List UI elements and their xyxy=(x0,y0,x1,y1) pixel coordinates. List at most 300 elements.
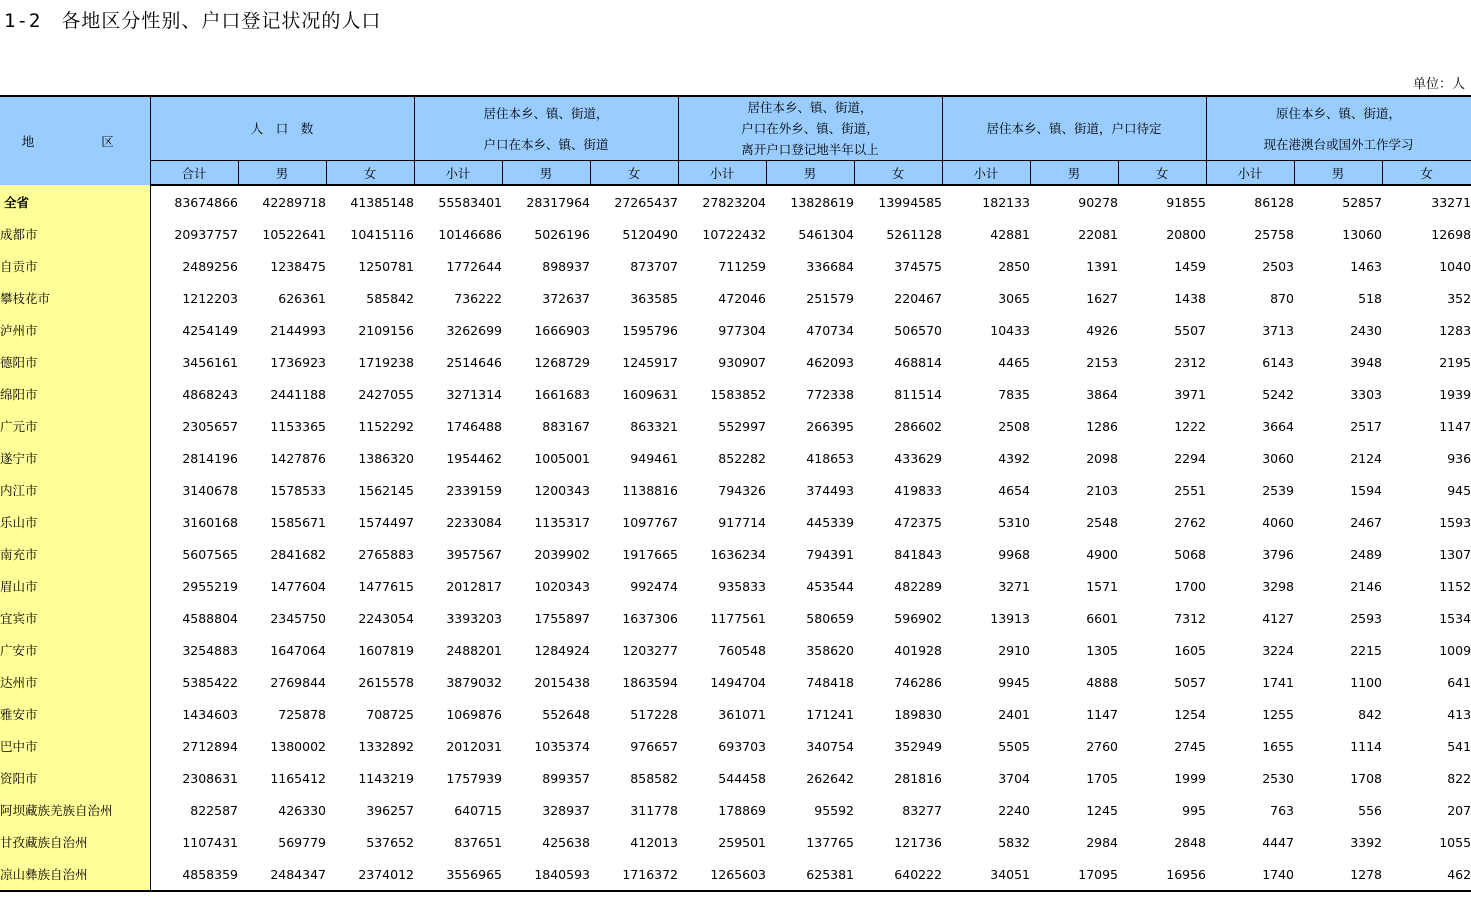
value-cell: 1286 xyxy=(1086,418,1119,434)
value-cell: 1595796 xyxy=(622,322,679,338)
value-cell: 4392 xyxy=(998,450,1031,466)
value-cell: 1055 xyxy=(1439,834,1471,850)
value-cell: 4858359 xyxy=(150,858,238,891)
table-row xyxy=(0,185,1471,218)
header-group-undetermined: 居住本乡、镇、街道，户口待定 xyxy=(942,96,1206,161)
value-cell: 1954462 xyxy=(446,450,502,466)
value-cell: 4127 xyxy=(1262,610,1295,626)
value-cell: 462093 xyxy=(806,354,855,370)
value-cell: 2593 xyxy=(1350,610,1383,626)
table-row xyxy=(0,282,1471,314)
value-cell: 1035374 xyxy=(534,738,590,754)
header-group-away-registered: 居住本乡、镇、街道， 户口在外乡、镇、街道， 离开户口登记地半年以上 xyxy=(678,96,942,161)
value-cell: 2039902 xyxy=(534,546,590,562)
value-cell: 5385422 xyxy=(182,674,238,690)
unit-label: 单位：人 xyxy=(1412,77,1465,92)
value-cell: 20937757 xyxy=(174,226,238,242)
value-cell: 1040 xyxy=(1439,258,1471,274)
value-cell: 794326 xyxy=(718,482,767,498)
value-cell: 841843 xyxy=(894,546,943,562)
value-cell: 992474 xyxy=(630,578,679,594)
value-cell: 4447 xyxy=(1262,834,1295,850)
value-cell: 5026196 xyxy=(534,226,590,242)
value-cell: 2124 xyxy=(1350,450,1383,466)
region-cell: 绵阳市 xyxy=(0,378,150,410)
value-cell: 2984 xyxy=(1086,834,1119,850)
table-row xyxy=(0,570,1471,602)
value-cell: 873707 xyxy=(630,258,679,274)
value-cell: 340754 xyxy=(806,738,855,754)
value-cell: 1740 xyxy=(1206,858,1294,891)
table-body xyxy=(0,185,1471,891)
value-cell: 2103 xyxy=(1086,482,1119,498)
value-cell: 91855 xyxy=(1166,194,1207,210)
value-cell: 1255 xyxy=(1262,706,1295,722)
value-cell: 2146 xyxy=(1350,578,1383,594)
value-cell: 3879032 xyxy=(446,674,502,690)
value-cell: 4588804 xyxy=(182,610,238,626)
value-cell: 3971 xyxy=(1174,386,1207,402)
value-cell: 3224 xyxy=(1262,642,1295,658)
value-cell: 10146686 xyxy=(438,226,502,242)
value-cell: 2489256 xyxy=(182,258,238,274)
value-cell: 2339159 xyxy=(446,482,502,498)
value-cell: 2012817 xyxy=(446,578,502,594)
value-cell: 5607565 xyxy=(182,546,238,562)
region-cell: 甘孜藏族自治州 xyxy=(0,826,150,858)
value-cell: 22081 xyxy=(1078,226,1119,242)
table-row xyxy=(0,698,1471,730)
value-cell: 1463 xyxy=(1350,258,1383,274)
value-cell: 1605 xyxy=(1174,642,1207,658)
value-cell: 537652 xyxy=(366,834,414,850)
region-cell: 攀枝花市 xyxy=(0,282,150,314)
header-sub-cell: 女 xyxy=(326,161,414,186)
value-cell: 5261128 xyxy=(886,226,943,242)
value-cell: 2484347 xyxy=(238,858,326,891)
value-cell: 794391 xyxy=(806,546,855,562)
value-cell: 2850 xyxy=(998,258,1031,274)
value-cell: 641 xyxy=(1447,674,1471,690)
value-cell: 763 xyxy=(1270,802,1295,818)
value-cell: 311778 xyxy=(630,802,679,818)
value-cell: 220467 xyxy=(894,290,943,306)
value-cell: 1736923 xyxy=(270,354,326,370)
value-cell: 2841682 xyxy=(270,546,326,562)
value-cell: 2345750 xyxy=(270,610,326,626)
table-row xyxy=(0,442,1471,474)
value-cell: 336684 xyxy=(806,258,855,274)
region-cell: 雅安市 xyxy=(0,698,150,730)
table-row xyxy=(0,634,1471,666)
value-cell: 1636234 xyxy=(710,546,767,562)
value-cell: 10433 xyxy=(990,322,1031,338)
value-cell: 2503 xyxy=(1262,258,1295,274)
value-cell: 207 xyxy=(1447,802,1471,818)
value-cell: 1719238 xyxy=(358,354,414,370)
value-cell: 2814196 xyxy=(182,450,238,466)
region-cell: 广元市 xyxy=(0,410,150,442)
value-cell: 3271 xyxy=(998,578,1031,594)
value-cell: 2294 xyxy=(1174,450,1207,466)
value-cell: 182133 xyxy=(982,194,1031,210)
table-row xyxy=(0,346,1471,378)
table-row xyxy=(0,730,1471,762)
value-cell: 1594 xyxy=(1350,482,1383,498)
value-cell: 585842 xyxy=(366,290,414,306)
value-cell: 358620 xyxy=(806,642,855,658)
header-sub-cell: 男 xyxy=(766,161,854,186)
value-cell: 4926 xyxy=(1086,322,1119,338)
value-cell: 2551 xyxy=(1174,482,1207,498)
value-cell: 462 xyxy=(1382,858,1471,891)
value-cell: 2441188 xyxy=(270,386,326,402)
value-cell: 3957567 xyxy=(446,546,502,562)
value-cell: 3393203 xyxy=(446,610,502,626)
value-cell: 1708 xyxy=(1350,770,1383,786)
value-cell: 1746488 xyxy=(446,418,502,434)
value-cell: 544458 xyxy=(718,770,767,786)
value-cell: 412013 xyxy=(630,834,679,850)
value-cell: 1100 xyxy=(1350,674,1383,690)
value-cell: 1917665 xyxy=(622,546,679,562)
value-cell: 1637306 xyxy=(622,610,679,626)
table-row xyxy=(0,602,1471,634)
value-cell: 1434603 xyxy=(182,706,238,722)
value-cell: 2215 xyxy=(1350,642,1383,658)
value-cell: 2745 xyxy=(1174,738,1207,754)
value-cell: 1583852 xyxy=(710,386,767,402)
value-cell: 1578533 xyxy=(270,482,326,498)
value-cell: 693703 xyxy=(718,738,767,754)
value-cell: 7312 xyxy=(1174,610,1207,626)
value-cell: 6143 xyxy=(1262,354,1295,370)
header-group-local-registered: 居住本乡、镇、街道， 户口在本乡、镇、街道 xyxy=(414,96,678,161)
value-cell: 3704 xyxy=(998,770,1031,786)
value-cell: 1332892 xyxy=(358,738,414,754)
value-cell: 4868243 xyxy=(182,386,238,402)
region-cell: 眉山市 xyxy=(0,570,150,602)
value-cell: 3556965 xyxy=(414,858,502,891)
header-sub-cell: 女 xyxy=(854,161,942,186)
value-cell: 4254149 xyxy=(182,322,238,338)
value-cell: 625381 xyxy=(766,858,854,891)
value-cell: 1245 xyxy=(1086,802,1119,818)
value-cell: 28317964 xyxy=(526,194,590,210)
table-row xyxy=(0,794,1471,826)
header-sub-cell: 男 xyxy=(1030,161,1118,186)
page-title: 1-2 各地区分性别、户口登记状况的人口 xyxy=(4,10,382,32)
value-cell: 1571 xyxy=(1086,578,1119,594)
region-cell: 巴中市 xyxy=(0,730,150,762)
value-cell: 27265437 xyxy=(614,194,679,210)
value-cell: 1863594 xyxy=(622,674,679,690)
value-cell: 10522641 xyxy=(262,226,326,242)
value-cell: 596902 xyxy=(894,610,943,626)
value-cell: 86128 xyxy=(1254,194,1295,210)
table-row xyxy=(0,378,1471,410)
value-cell: 977304 xyxy=(718,322,767,338)
value-cell: 7835 xyxy=(998,386,1031,402)
region-cell: 遂宁市 xyxy=(0,442,150,474)
value-cell: 4654 xyxy=(998,482,1031,498)
value-cell: 1254 xyxy=(1174,706,1207,722)
value-cell: 1203277 xyxy=(622,642,679,658)
value-cell: 2910 xyxy=(998,642,1031,658)
value-cell: 1250781 xyxy=(358,258,414,274)
value-cell: 1147 xyxy=(1439,418,1471,434)
value-cell: 2508 xyxy=(998,418,1031,434)
table-row xyxy=(0,666,1471,698)
value-cell: 2430 xyxy=(1350,322,1383,338)
value-cell: 352 xyxy=(1447,290,1471,306)
value-cell: 2308631 xyxy=(182,770,238,786)
header-row-sub xyxy=(0,161,1471,186)
value-cell: 413 xyxy=(1447,706,1471,722)
region-cell: 内江市 xyxy=(0,474,150,506)
value-cell: 1152 xyxy=(1439,578,1471,594)
value-cell: 1534 xyxy=(1439,610,1471,626)
table-row xyxy=(0,474,1471,506)
value-cell: 12698 xyxy=(1431,226,1471,242)
value-cell: 20800 xyxy=(1166,226,1207,242)
value-cell: 506570 xyxy=(894,322,943,338)
header-sub-cell: 男 xyxy=(238,161,326,186)
value-cell: 760548 xyxy=(718,642,767,658)
value-cell: 1741 xyxy=(1262,674,1295,690)
value-cell: 328937 xyxy=(542,802,590,818)
value-cell: 1212203 xyxy=(182,290,238,306)
value-cell: 995 xyxy=(1182,802,1207,818)
value-cell: 748418 xyxy=(806,674,855,690)
value-cell: 1386320 xyxy=(358,450,414,466)
table-row xyxy=(0,538,1471,570)
value-cell: 569779 xyxy=(278,834,326,850)
value-cell: 13060 xyxy=(1342,226,1383,242)
header-sub-cell: 合计 xyxy=(150,161,238,186)
region-cell: 凉山彝族自治州 xyxy=(0,858,150,891)
value-cell: 2243054 xyxy=(358,610,414,626)
value-cell: 178869 xyxy=(718,802,767,818)
value-cell: 251579 xyxy=(806,290,855,306)
region-cell: 乐山市 xyxy=(0,506,150,538)
value-cell: 1585671 xyxy=(270,514,326,530)
value-cell: 1283 xyxy=(1439,322,1471,338)
table-row xyxy=(0,858,1471,891)
value-cell: 822587 xyxy=(190,802,238,818)
value-cell: 2240 xyxy=(998,802,1031,818)
value-cell: 772338 xyxy=(806,386,855,402)
value-cell: 2098 xyxy=(1086,450,1119,466)
value-cell: 949461 xyxy=(630,450,679,466)
value-cell: 3456161 xyxy=(182,354,238,370)
value-cell: 4060 xyxy=(1262,514,1295,530)
value-cell: 281816 xyxy=(894,770,943,786)
table-row xyxy=(0,410,1471,442)
header-sub-cell: 小计 xyxy=(414,161,502,186)
population-table xyxy=(0,95,1471,892)
value-cell: 518 xyxy=(1358,290,1383,306)
value-cell: 5057 xyxy=(1174,674,1207,690)
header-sub-cell: 小计 xyxy=(678,161,766,186)
value-cell: 3254883 xyxy=(182,642,238,658)
value-cell: 1147 xyxy=(1086,706,1119,722)
value-cell: 711259 xyxy=(718,258,767,274)
value-cell: 1200343 xyxy=(534,482,590,498)
value-cell: 917714 xyxy=(718,514,767,530)
value-cell: 1143219 xyxy=(358,770,414,786)
value-cell: 5505 xyxy=(998,738,1031,754)
value-cell: 1114 xyxy=(1350,738,1383,754)
value-cell: 3392 xyxy=(1350,834,1383,850)
value-cell: 17095 xyxy=(1030,858,1118,891)
value-cell: 2530 xyxy=(1262,770,1295,786)
value-cell: 453544 xyxy=(806,578,855,594)
value-cell: 3864 xyxy=(1086,386,1119,402)
value-cell: 1069876 xyxy=(446,706,502,722)
value-cell: 189830 xyxy=(894,706,943,722)
value-cell: 401928 xyxy=(894,642,943,658)
value-cell: 1153365 xyxy=(270,418,326,434)
value-cell: 1477604 xyxy=(270,578,326,594)
value-cell: 898937 xyxy=(542,258,590,274)
value-cell: 1700 xyxy=(1174,578,1207,594)
value-cell: 1138816 xyxy=(622,482,679,498)
value-cell: 425638 xyxy=(542,834,590,850)
value-cell: 1284924 xyxy=(534,642,590,658)
value-cell: 1307 xyxy=(1439,546,1471,562)
value-cell: 1647064 xyxy=(270,642,326,658)
value-cell: 1840593 xyxy=(502,858,590,891)
region-cell: 资阳市 xyxy=(0,762,150,794)
region-cell: 德阳市 xyxy=(0,346,150,378)
value-cell: 852282 xyxy=(718,450,767,466)
value-cell: 1268729 xyxy=(534,354,590,370)
value-cell: 3303 xyxy=(1350,386,1383,402)
value-cell: 1609631 xyxy=(622,386,679,402)
value-cell: 3140678 xyxy=(182,482,238,498)
value-cell: 42881 xyxy=(990,226,1031,242)
value-cell: 4888 xyxy=(1086,674,1119,690)
table-row xyxy=(0,506,1471,538)
value-cell: 5310 xyxy=(998,514,1031,530)
value-cell: 6601 xyxy=(1086,610,1119,626)
value-cell: 3298 xyxy=(1262,578,1295,594)
value-cell: 372637 xyxy=(542,290,590,306)
value-cell: 426330 xyxy=(278,802,326,818)
value-cell: 1107431 xyxy=(182,834,238,850)
value-cell: 1716372 xyxy=(590,858,678,891)
value-cell: 34051 xyxy=(942,858,1030,891)
value-cell: 396257 xyxy=(366,802,414,818)
value-cell: 3262699 xyxy=(446,322,502,338)
header-sub-cell: 小计 xyxy=(942,161,1030,186)
value-cell: 640715 xyxy=(454,802,502,818)
value-cell: 1593 xyxy=(1439,514,1471,530)
value-cell: 1999 xyxy=(1174,770,1207,786)
value-cell: 361071 xyxy=(718,706,767,722)
value-cell: 1009 xyxy=(1439,642,1471,658)
value-cell: 626361 xyxy=(278,290,326,306)
header-sub-cell: 女 xyxy=(1118,161,1206,186)
value-cell: 42289718 xyxy=(262,194,326,210)
value-cell: 10415116 xyxy=(350,226,414,242)
value-cell: 472375 xyxy=(894,514,943,530)
value-cell: 1459 xyxy=(1174,258,1207,274)
table-row xyxy=(0,826,1471,858)
value-cell: 10722432 xyxy=(702,226,767,242)
value-cell: 936 xyxy=(1447,450,1471,466)
value-cell: 445339 xyxy=(806,514,855,530)
value-cell: 95592 xyxy=(814,802,855,818)
value-cell: 708725 xyxy=(366,706,414,722)
value-cell: 1305 xyxy=(1086,642,1119,658)
value-cell: 2615578 xyxy=(358,674,414,690)
value-cell: 2195 xyxy=(1439,354,1471,370)
value-cell: 1380002 xyxy=(270,738,326,754)
value-cell: 2401 xyxy=(998,706,1031,722)
value-cell: 1020343 xyxy=(534,578,590,594)
value-cell: 1755897 xyxy=(534,610,590,626)
value-cell: 640222 xyxy=(854,858,942,891)
value-cell: 262642 xyxy=(806,770,855,786)
value-cell: 5507 xyxy=(1174,322,1207,338)
value-cell: 2712894 xyxy=(182,738,238,754)
value-cell: 433629 xyxy=(894,450,943,466)
value-cell: 1655 xyxy=(1262,738,1295,754)
value-cell: 3664 xyxy=(1262,418,1295,434)
value-cell: 266395 xyxy=(806,418,855,434)
value-cell: 2769844 xyxy=(270,674,326,690)
value-cell: 1607819 xyxy=(358,642,414,658)
value-cell: 541 xyxy=(1447,738,1471,754)
value-cell: 3271314 xyxy=(446,386,502,402)
value-cell: 3065 xyxy=(998,290,1031,306)
value-cell: 2848 xyxy=(1174,834,1207,850)
value-cell: 286602 xyxy=(894,418,943,434)
value-cell: 5832 xyxy=(998,834,1031,850)
value-cell: 837651 xyxy=(454,834,502,850)
value-cell: 25758 xyxy=(1254,226,1295,242)
region-cell: 全省 xyxy=(0,185,150,218)
value-cell: 945 xyxy=(1447,482,1471,498)
value-cell: 52857 xyxy=(1342,194,1383,210)
value-cell: 1238475 xyxy=(270,258,326,274)
value-cell: 1772644 xyxy=(446,258,502,274)
header-region: 地 区 xyxy=(0,96,150,185)
value-cell: 1666903 xyxy=(534,322,590,338)
value-cell: 1438 xyxy=(1174,290,1207,306)
value-cell: 2488201 xyxy=(446,642,502,658)
value-cell: 1097767 xyxy=(622,514,679,530)
value-cell: 858582 xyxy=(630,770,679,786)
value-cell: 2514646 xyxy=(446,354,502,370)
value-cell: 5068 xyxy=(1174,546,1207,562)
value-cell: 822 xyxy=(1447,770,1471,786)
value-cell: 3060 xyxy=(1262,450,1295,466)
region-cell: 阿坝藏族羌族自治州 xyxy=(0,794,150,826)
value-cell: 259501 xyxy=(718,834,767,850)
value-cell: 90278 xyxy=(1078,194,1119,210)
value-cell: 725878 xyxy=(278,706,326,722)
value-cell: 842 xyxy=(1358,706,1383,722)
value-cell: 930907 xyxy=(718,354,767,370)
value-cell: 137765 xyxy=(806,834,855,850)
value-cell: 2762 xyxy=(1174,514,1207,530)
table-row xyxy=(0,762,1471,794)
value-cell: 5120490 xyxy=(622,226,679,242)
header-group-population: 人 口 数 xyxy=(150,96,414,161)
